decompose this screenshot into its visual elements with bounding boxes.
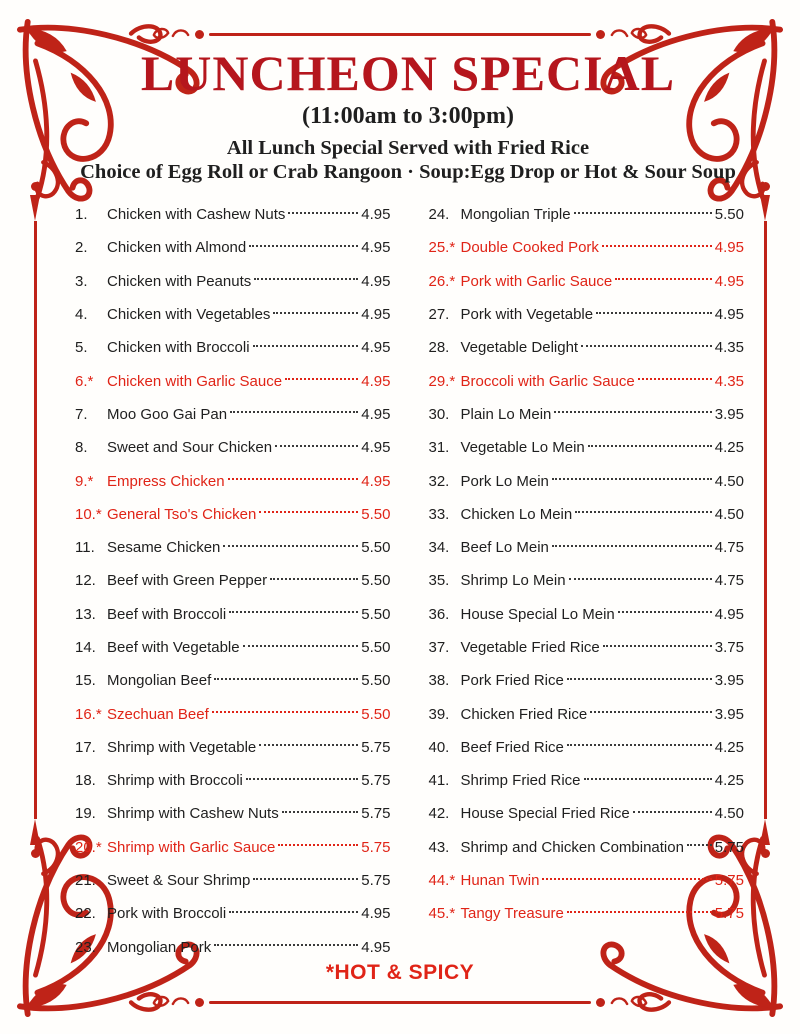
item-name: Chicken Lo Mein — [460, 505, 573, 523]
menu-item-row — [429, 198, 745, 231]
item-name: Broccoli with Garlic Sauce — [460, 372, 635, 390]
dot-leader — [254, 278, 358, 280]
item-number: 27. — [428, 306, 450, 324]
item-name: Double Cooked Pork — [460, 239, 599, 257]
menu-item-row — [429, 764, 745, 797]
menu-item-row — [75, 531, 391, 564]
item-number: 12. — [75, 572, 96, 590]
menu-item-row — [75, 398, 391, 431]
note-served-with: All Lunch Special Served with Fried Rice — [226, 137, 590, 159]
item-name: Shrimp with Cashew Nuts — [107, 805, 279, 823]
item-number: 45.* — [428, 905, 456, 923]
menu-item-row — [75, 564, 391, 597]
menu-item-row — [75, 331, 391, 364]
menu-item-row — [75, 697, 391, 730]
dot-leader — [285, 378, 358, 380]
dot-leader — [588, 445, 712, 447]
item-name: Chicken with Vegetables — [107, 306, 271, 324]
item-name: Sesame Chicken — [107, 539, 221, 557]
menu-item-row — [75, 598, 391, 631]
item-number: 32. — [428, 472, 450, 490]
item-number: 9.* — [75, 472, 94, 490]
dot-leader — [230, 411, 358, 413]
item-number: 21. — [75, 872, 96, 890]
item-number: 29.* — [428, 372, 456, 390]
dot-leader — [687, 844, 712, 846]
item-price: 4.95 — [361, 472, 391, 490]
item-name: Moo Goo Gai Pan — [107, 405, 228, 423]
menu-item-row — [429, 364, 745, 397]
menu-item-row — [75, 498, 391, 531]
item-price: 4.50 — [714, 505, 744, 523]
dot-leader — [567, 678, 712, 680]
dot-leader — [638, 378, 712, 380]
item-name: Hunan Twin — [460, 872, 540, 890]
item-price: 5.75 — [714, 905, 744, 923]
item-number: 2. — [75, 239, 88, 257]
bottom-border-rule — [152, 993, 648, 1011]
item-number: 41. — [428, 772, 450, 790]
rule-spike-icon — [760, 819, 770, 845]
dot-leader — [584, 778, 712, 780]
dot-leader — [618, 611, 712, 613]
scroll-ornament-icon — [610, 25, 648, 43]
scroll-ornament-icon — [610, 993, 648, 1011]
menu-item-row — [75, 631, 391, 664]
item-price: 3.95 — [714, 672, 744, 690]
dot-leader — [567, 911, 712, 913]
item-name: Beef with Broccoli — [107, 605, 227, 623]
item-name: Shrimp and Chicken Combination — [460, 838, 684, 856]
item-number: 38. — [428, 672, 450, 690]
dot-leader — [554, 411, 711, 413]
rule-spike-icon — [30, 195, 40, 221]
item-number: 4. — [75, 306, 88, 324]
item-number: 7. — [75, 405, 88, 423]
dot-leader — [574, 212, 712, 214]
menu-item-row — [429, 664, 745, 697]
hot-spicy-legend: *HOT & SPICY — [325, 961, 475, 984]
item-number: 10.* — [75, 505, 102, 523]
menu-item-row — [75, 864, 391, 897]
item-price: 4.95 — [361, 938, 391, 956]
item-name: Mongolian Beef — [107, 672, 212, 690]
item-price: 4.95 — [714, 605, 744, 623]
item-price: 4.95 — [361, 372, 391, 390]
scroll-ornament-icon — [152, 993, 190, 1011]
item-price: 5.75 — [361, 738, 391, 756]
item-price: 4.25 — [714, 772, 744, 790]
rule-dot-icon — [596, 998, 605, 1007]
menu-item-row — [75, 797, 391, 830]
menu-item-row — [75, 198, 391, 231]
item-name: Szechuan Beef — [107, 705, 209, 723]
item-price: 4.95 — [361, 206, 391, 224]
item-price: 5.50 — [714, 206, 744, 224]
item-price: 4.50 — [714, 472, 744, 490]
rule-line — [209, 33, 591, 36]
item-number: 3. — [75, 272, 88, 290]
item-price: 5.75 — [714, 872, 744, 890]
rule-dot-icon — [195, 998, 204, 1007]
menu-item-row — [75, 265, 391, 298]
item-price: 5.50 — [361, 705, 391, 723]
menu-item-row — [429, 697, 745, 730]
dot-leader — [615, 278, 712, 280]
menu-item-row — [429, 531, 745, 564]
menu-item-row — [429, 331, 745, 364]
dot-leader — [590, 711, 712, 713]
dot-leader — [542, 878, 711, 880]
item-price: 4.95 — [714, 306, 744, 324]
item-price: 4.75 — [714, 572, 744, 590]
item-number: 36. — [428, 605, 450, 623]
item-price: 4.95 — [714, 239, 744, 257]
dot-leader — [552, 478, 712, 480]
item-price: 3.95 — [714, 405, 744, 423]
dot-leader — [249, 245, 358, 247]
dot-leader — [581, 345, 712, 347]
item-number: 40. — [428, 738, 450, 756]
dot-leader — [253, 878, 358, 880]
item-number: 14. — [75, 639, 96, 656]
menu-item-row — [75, 298, 391, 331]
menu-item-row — [75, 831, 391, 864]
item-number: 17. — [75, 738, 96, 756]
item-price: 3.75 — [714, 639, 744, 656]
rule-dot-icon — [761, 182, 770, 191]
dot-leader — [603, 645, 712, 647]
item-name: Empress Chicken — [107, 472, 225, 490]
serving-hours: (11:00am to 3:00pm) — [302, 103, 514, 129]
dot-leader — [259, 744, 358, 746]
item-name: General Tso's Chicken — [107, 505, 257, 523]
scroll-ornament-icon — [152, 25, 190, 43]
item-name: Pork with Vegetable — [460, 306, 594, 324]
item-price: 5.50 — [361, 639, 391, 656]
item-name: Vegetable Lo Mein — [460, 439, 585, 457]
menu-item-row — [429, 498, 745, 531]
item-name: Beef with Green Pepper — [107, 572, 268, 590]
menu-item-row — [429, 464, 745, 497]
item-number: 39. — [428, 705, 450, 723]
rule-line — [209, 1001, 591, 1004]
rule-dot-icon — [596, 30, 605, 39]
item-price: 5.50 — [361, 605, 391, 623]
menu-item-row — [75, 364, 391, 397]
menu-item-row — [429, 631, 745, 664]
item-price: 5.75 — [361, 872, 391, 890]
item-price: 4.95 — [361, 339, 391, 357]
item-number: 34. — [428, 539, 450, 557]
rule-line — [34, 221, 37, 819]
dot-leader — [552, 545, 712, 547]
item-price: 4.95 — [361, 405, 391, 423]
item-name: Shrimp with Broccoli — [107, 772, 243, 790]
dot-leader — [273, 312, 358, 314]
item-price: 4.25 — [714, 439, 744, 457]
menu-item-row — [75, 431, 391, 464]
item-price: 5.50 — [361, 672, 391, 690]
dot-leader — [288, 212, 358, 214]
item-number: 43. — [428, 838, 450, 856]
item-name: House Special Lo Mein — [460, 605, 615, 623]
menu-item-row — [429, 431, 745, 464]
item-number: 13. — [75, 605, 96, 623]
menu-item-row — [75, 231, 391, 264]
menu-item-row — [75, 897, 391, 930]
menu-item-row — [429, 231, 745, 264]
menu-item-row — [75, 764, 391, 797]
right-border-rule — [759, 182, 771, 858]
item-name: Mongolian Pork — [107, 938, 212, 956]
menu-column-right — [429, 198, 745, 964]
dot-leader — [214, 944, 358, 946]
item-number: 28. — [428, 339, 450, 357]
item-number: 25.* — [428, 239, 456, 257]
item-number: 24. — [428, 206, 450, 224]
item-name: Shrimp Fried Rice — [460, 772, 581, 790]
dot-leader — [278, 844, 358, 846]
item-name: Pork with Broccoli — [107, 905, 227, 923]
item-price: 5.75 — [361, 838, 391, 856]
note-choices: Choice of Egg Roll or Crab Rangoon · Soup:Egg Drop or Hot & Sour Soup — [80, 161, 736, 183]
item-price: 4.95 — [361, 306, 391, 324]
menu-item-row — [429, 265, 745, 298]
item-name: Pork Lo Mein — [460, 472, 549, 490]
menu-item-row — [75, 664, 391, 697]
item-number: 26.* — [428, 272, 456, 290]
dot-leader — [567, 744, 712, 746]
dot-leader — [275, 445, 358, 447]
item-name: Vegetable Fried Rice — [460, 639, 600, 656]
item-price: 4.35 — [714, 339, 744, 357]
dot-leader — [246, 778, 358, 780]
dot-leader — [228, 478, 359, 480]
menu-column-left — [75, 198, 391, 964]
rule-dot-icon — [195, 30, 204, 39]
item-number: 37. — [428, 639, 450, 656]
item-name: Mongolian Triple — [460, 206, 571, 224]
item-price: 3.95 — [714, 705, 744, 723]
menu-item-row — [429, 864, 745, 897]
dot-leader — [214, 678, 358, 680]
item-number: 18. — [75, 772, 96, 790]
dot-leader — [282, 811, 359, 813]
item-number: 31. — [428, 439, 450, 457]
item-price: 4.95 — [361, 905, 391, 923]
item-name: Shrimp with Vegetable — [107, 738, 257, 756]
item-name: Pork Fried Rice — [460, 672, 564, 690]
item-price: 4.95 — [714, 272, 744, 290]
item-name: Shrimp Lo Mein — [460, 572, 566, 590]
item-number: 8. — [75, 439, 88, 457]
item-name: Pork with Garlic Sauce — [460, 272, 613, 290]
item-name: Tangy Treasure — [460, 905, 564, 923]
item-number: 42. — [428, 805, 450, 823]
menu-item-row — [75, 731, 391, 764]
rule-dot-icon — [761, 849, 770, 858]
item-number: 1. — [75, 206, 88, 224]
item-name: Chicken with Almond — [107, 239, 247, 257]
item-name: Beef with Vegetable — [107, 639, 240, 656]
item-price: 5.50 — [361, 505, 391, 523]
menu-item-row — [429, 831, 745, 864]
menu-item-row — [429, 298, 745, 331]
item-price: 5.50 — [361, 539, 391, 557]
item-name: House Special Fried Rice — [460, 805, 630, 823]
item-price: 5.75 — [714, 838, 744, 856]
item-number: 5. — [75, 339, 88, 357]
rule-dot-icon — [31, 182, 40, 191]
dot-leader — [253, 345, 359, 347]
menu-columns — [75, 198, 744, 964]
rule-spike-icon — [760, 195, 770, 221]
rule-dot-icon — [31, 849, 40, 858]
item-name: Vegetable Delight — [460, 339, 579, 357]
dot-leader — [229, 611, 358, 613]
dot-leader — [633, 811, 712, 813]
page-title: LUNCHEON SPECIAL — [140, 45, 676, 101]
menu-item-row — [429, 564, 745, 597]
item-name: Chicken with Cashew Nuts — [107, 206, 286, 224]
menu-item-row — [429, 731, 745, 764]
item-name: Sweet & Sour Shrimp — [107, 872, 251, 890]
item-name: Chicken with Garlic Sauce — [107, 372, 283, 390]
dot-leader — [243, 645, 359, 647]
dot-leader — [212, 711, 359, 713]
item-name: Chicken Fried Rice — [460, 705, 588, 723]
item-number: 15. — [75, 672, 96, 690]
menu-item-row — [75, 464, 391, 497]
menu-item-row — [75, 931, 391, 964]
item-number: 22. — [75, 905, 96, 923]
item-price: 4.95 — [361, 439, 391, 457]
item-number: 44.* — [428, 872, 456, 890]
item-number: 33. — [428, 505, 450, 523]
item-price: 4.95 — [361, 272, 391, 290]
dot-leader — [259, 511, 358, 513]
item-number: 23. — [75, 938, 96, 956]
item-price: 4.35 — [714, 372, 744, 390]
dot-leader — [223, 545, 358, 547]
rule-line — [764, 221, 767, 819]
item-price: 5.50 — [361, 572, 391, 590]
item-price: 4.25 — [714, 738, 744, 756]
item-number: 19. — [75, 805, 96, 823]
menu-item-row — [429, 598, 745, 631]
rule-spike-icon — [30, 819, 40, 845]
dot-leader — [270, 578, 358, 580]
top-border-rule — [152, 25, 648, 43]
dot-leader — [229, 911, 358, 913]
item-price: 4.75 — [714, 539, 744, 557]
item-name: Shrimp with Garlic Sauce — [107, 838, 276, 856]
left-border-rule — [29, 182, 41, 858]
item-name: Plain Lo Mein — [460, 405, 552, 423]
item-number: 20.* — [75, 838, 102, 856]
menu-header — [70, 46, 746, 184]
item-name: Chicken with Peanuts — [107, 272, 252, 290]
dot-leader — [602, 245, 712, 247]
item-number: 11. — [75, 539, 95, 557]
item-name: Chicken with Broccoli — [107, 339, 250, 357]
dot-leader — [575, 511, 712, 513]
menu-item-row — [429, 897, 745, 930]
item-number: 16.* — [75, 705, 102, 723]
item-number: 6.* — [75, 372, 94, 390]
menu-item-row — [429, 398, 745, 431]
item-price: 4.95 — [361, 239, 391, 257]
item-number: 30. — [428, 405, 450, 423]
menu-item-row — [429, 797, 745, 830]
dot-leader — [569, 578, 712, 580]
dot-leader — [596, 312, 712, 314]
item-name: Beef Lo Mein — [460, 539, 549, 557]
item-price: 4.50 — [714, 805, 744, 823]
item-number: 35. — [428, 572, 450, 590]
item-name: Beef Fried Rice — [460, 738, 564, 756]
item-price: 5.75 — [361, 772, 391, 790]
item-price: 5.75 — [361, 805, 391, 823]
item-name: Sweet and Sour Chicken — [107, 439, 273, 457]
